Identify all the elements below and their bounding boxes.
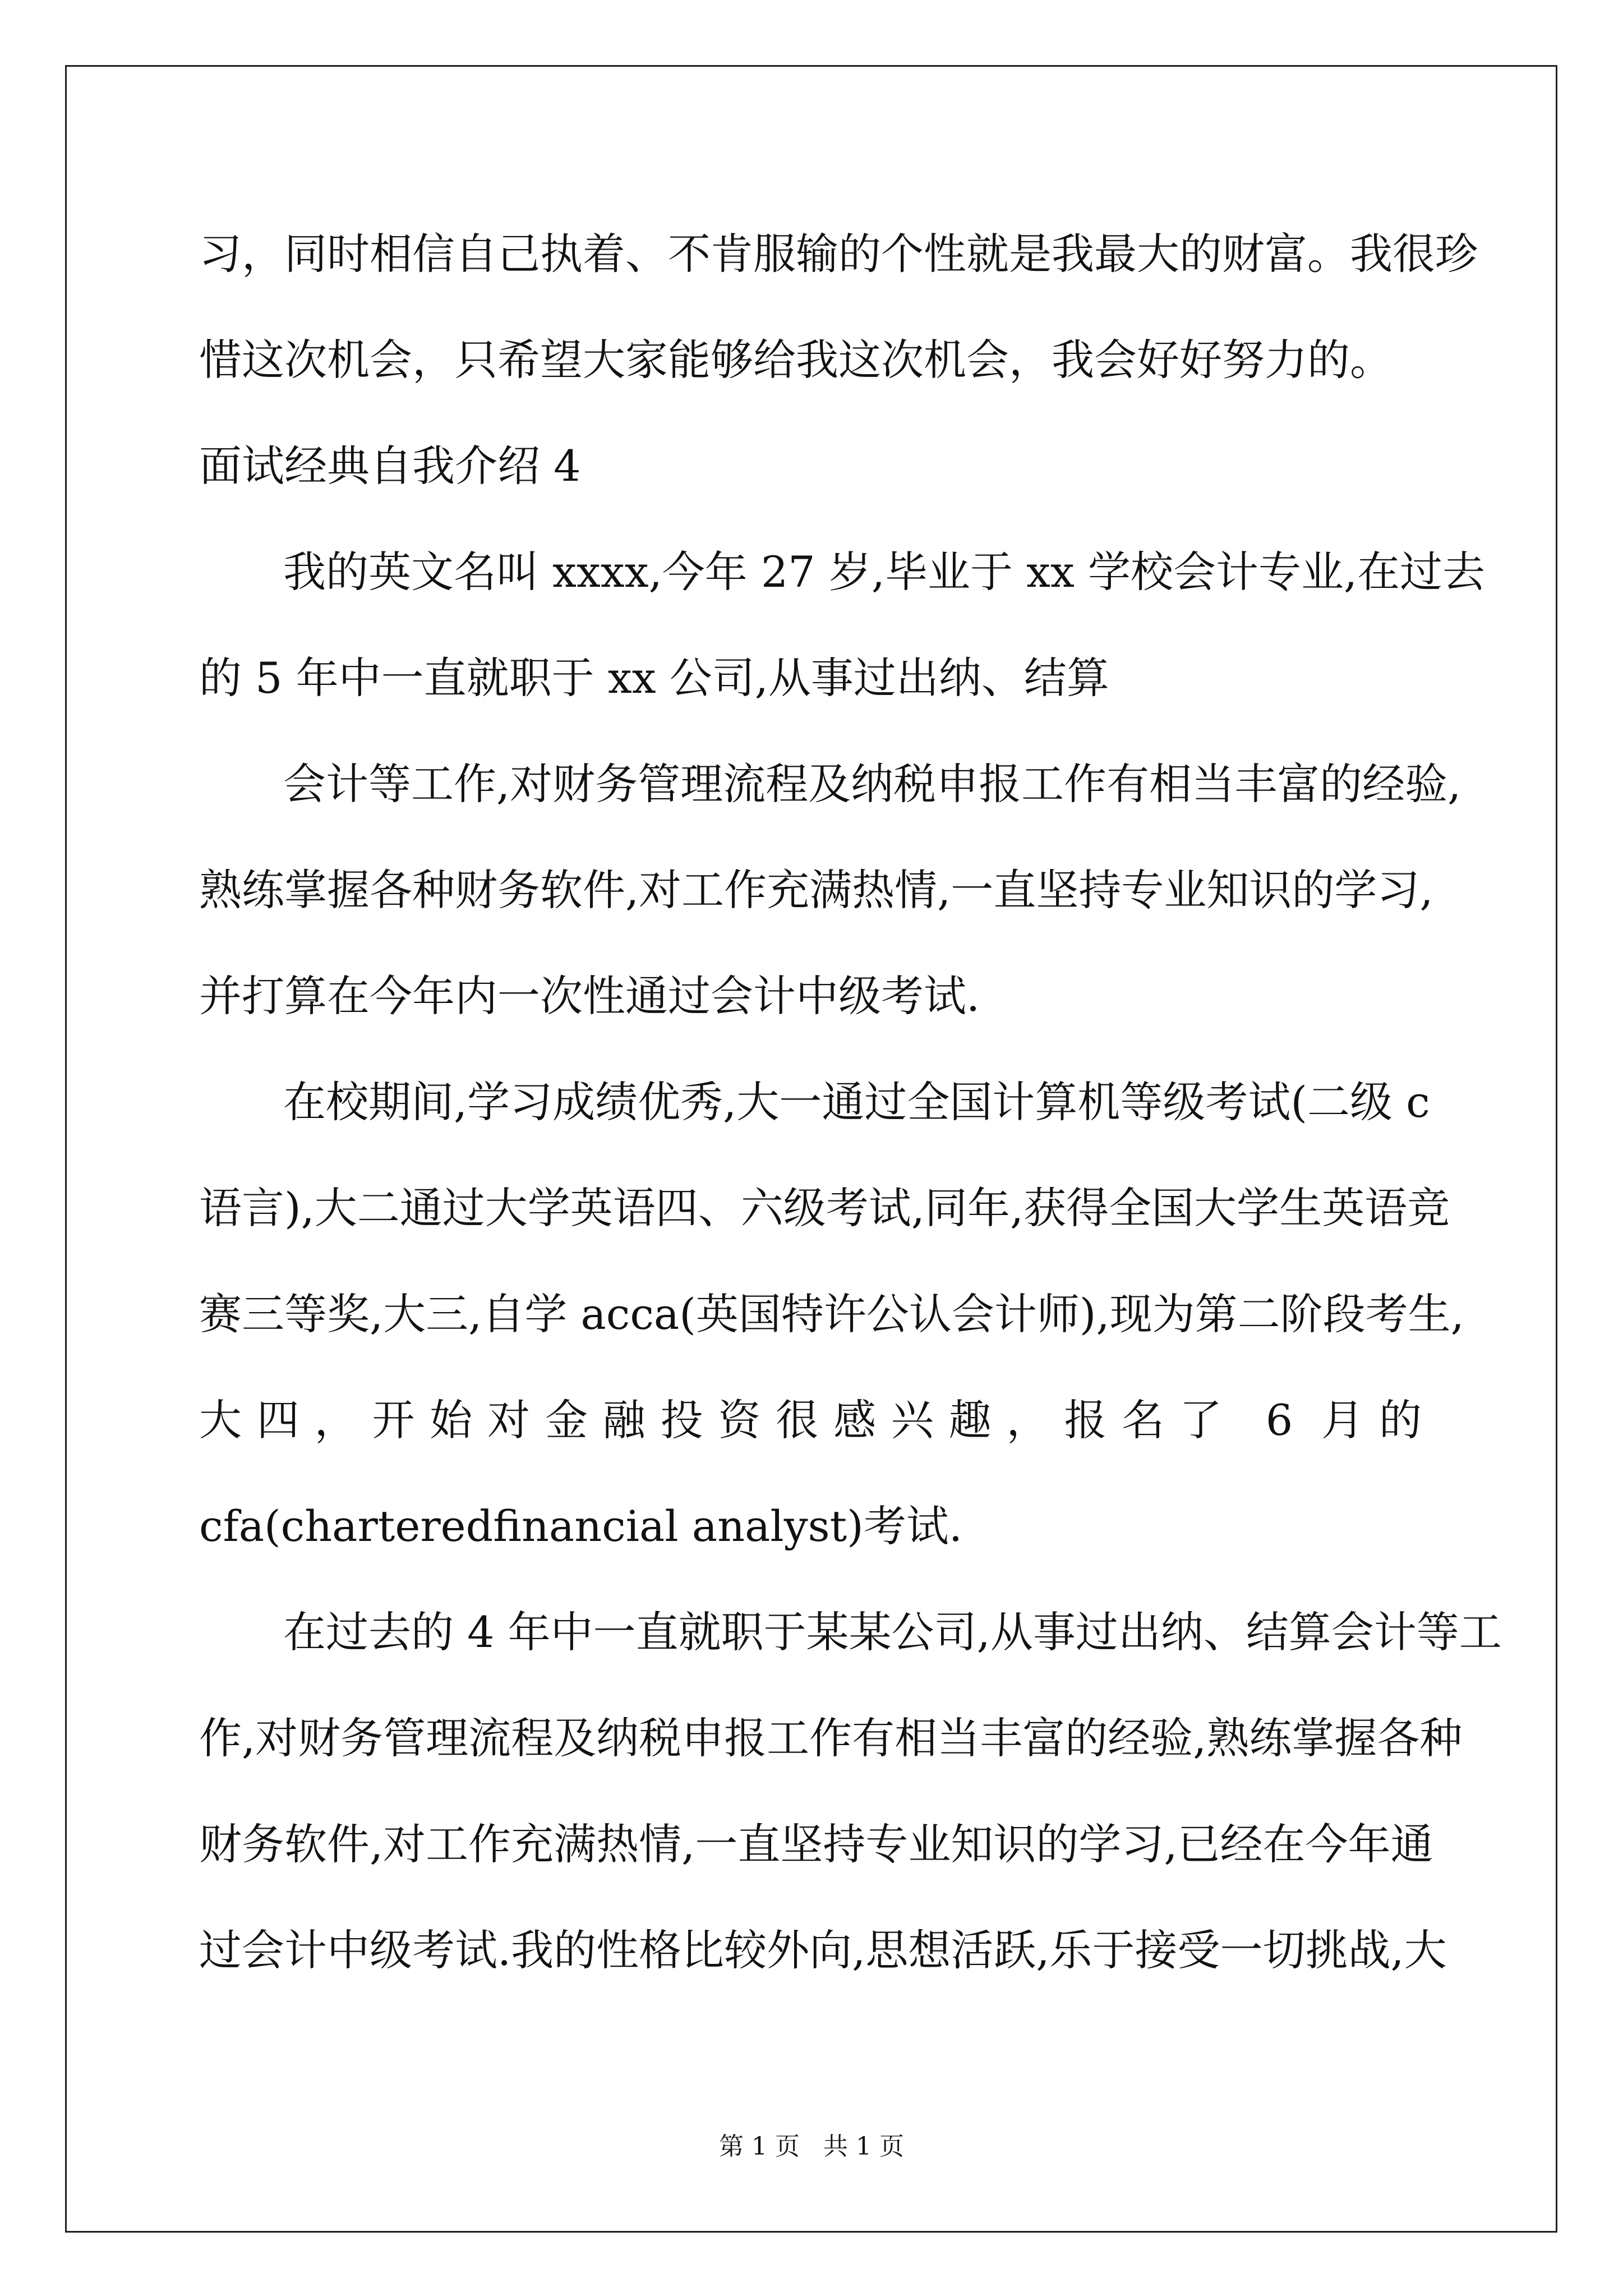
paragraph-line: 并打算在今年内一次性通过会计中级考试. (199, 971, 980, 1021)
paragraph-line: 的 5 年中一直就职于 xx 公司,从事过出纳、结算 (199, 653, 1109, 703)
paragraph-line: 大四，开始对金融投资很感兴趣，报名了 6 月的 (199, 1395, 1422, 1445)
paragraph-line: 在校期间,学习成绩优秀,大一通过全国计算机等级考试(二级 c (283, 1077, 1430, 1127)
paragraph-line: 过会计中级考试.我的性格比较外向,思想活跃,乐于接受一切挑战,大 (199, 1925, 1447, 1975)
paragraph-line: 语言),大二通过大学英语四、六级考试,同年,获得全国大学生英语竞 (199, 1183, 1450, 1233)
paragraph-line: 财务软件,对工作充满热情,一直坚持专业知识的学习,已经在今年通 (199, 1819, 1433, 1869)
paragraph-line: 惜这次机会，只希望大家能够给我这次机会，我会好好努力的。 (199, 335, 1393, 385)
paragraph-line: 在过去的 4 年中一直就职于某某公司,从事过出纳、结算会计等工 (283, 1607, 1502, 1657)
page-border (65, 65, 1557, 2233)
paragraph-line: 会计等工作,对财务管理流程及纳税申报工作有相当丰富的经验, (283, 759, 1461, 809)
paragraph-line: 赛三等奖,大三,自学 acca(英国特许公认会计师),现为第二阶段考生, (199, 1289, 1464, 1339)
paragraph-line: 作,对财务管理流程及纳税申报工作有相当丰富的经验,熟练掌握各种 (199, 1713, 1463, 1763)
section-heading: 面试经典自我介绍 4 (199, 441, 581, 491)
paragraph-line: 习，同时相信自己执着、不肯服输的个性就是我最大的财富。我很珍 (199, 229, 1478, 279)
paragraph-line: 熟练掌握各种财务软件,对工作充满热情,一直坚持专业知识的学习, (199, 865, 1433, 915)
paragraph-line: cfa(charteredfinancial analyst)考试. (199, 1501, 962, 1551)
page-number-footer: 第 1 页 共 1 页 (719, 2132, 904, 2161)
paragraph-line: 我的英文名叫 xxxx,今年 27 岁,毕业于 xx 学校会计专业,在过去 (283, 547, 1486, 597)
